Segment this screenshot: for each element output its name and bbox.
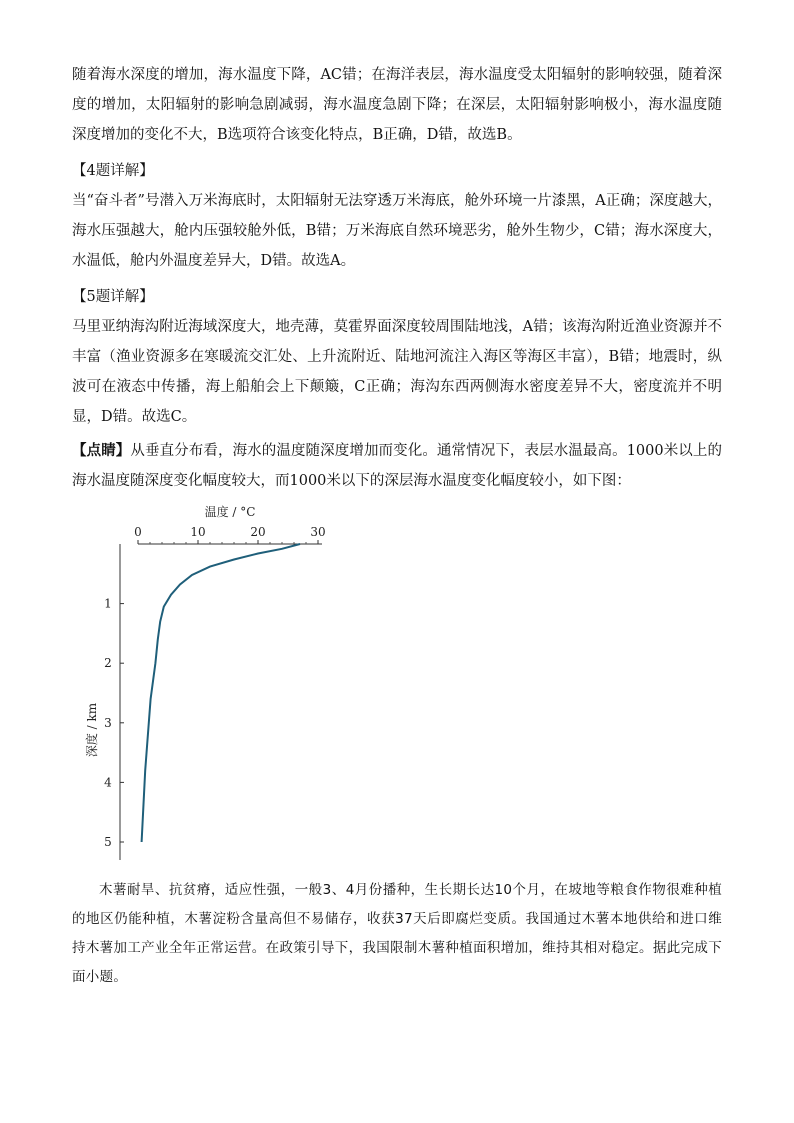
key-point-label: 【点睛】 (72, 442, 131, 459)
y-tick-label: 1 (104, 596, 112, 611)
temperature-depth-chart (80, 500, 340, 860)
answer-paragraph-4: 当“奋斗者”号潜入万米海底时，太阳辐射无法穿透万米海底，舱外环境一片漆黑，A正确；深度越大，海水压强越大，舱内压强较舱外低，B错；万米海底自然环境恶劣，舱外生物少，C错；海水深度大，水温低，舱内外温度差异大，D错。故选A。 (72, 193, 722, 269)
y-tick-label: 2 (104, 656, 112, 671)
answer-paragraph-3: 随着海水深度的增加，海水温度下降，AC错；在海洋表层，海水温度受太阳辐射的影响较强，随着深度的增加，太阳辐射的影响急剧减弱，海水温度急剧下降；在深层，太阳辐射影响极小，海水温度随深度增加的变化不大，B选项符合该变化特点，B正确，D错，故选B。 (72, 67, 722, 143)
x-tick-label: 10 (190, 525, 206, 539)
x-tick-label: 0 (134, 525, 142, 539)
y-axis-label: 深度 / km (85, 702, 99, 758)
temperature-curve (142, 544, 300, 842)
y-tick-label: 4 (104, 775, 112, 790)
key-point-paragraph (72, 436, 722, 496)
key-point-text: 从垂直分布看，海水的温度随深度增加而变化。通常情况下，表层水温最高。1000米以上的海水温度随深度变化幅度较大，而1000米以下的深层海水温度变化幅度较小，如下图： (72, 443, 722, 489)
y-tick-label: 5 (104, 835, 112, 849)
y-tick-label: 3 (104, 715, 112, 730)
x-axis-label: 温度 / °C (204, 505, 256, 519)
question-5-heading: 【5题详解】 (72, 289, 154, 305)
next-question-passage: 木薯耐旱、抗贫瘠，适应性强，一般3、4月份播种，生长期长达10个月，在坡地等粮食作物很难种植的地区仍能种植，木薯淀粉含量高但不易储存，收获37天后即腐烂变质。我国通过木薯本地供给和进口维持木薯加工产业全年正常运营。在政策引导下，我国限制木薯种植面积增加，维持其相对稳定。据此完成下面小题。 (72, 882, 722, 985)
answer-paragraph-5: 马里亚纳海沟附近海域深度大，地壳薄，莫霍界面深度较周围陆地浅，A错；该海沟附近渔业资源并不丰富（渔业资源多在寒暖流交汇处、上升流附近、陆地河流注入海区等海区丰富），B错；地震时，纵波可在液态中传播，海上船舶会上下颠簸，C正确；海沟东西两侧海水密度差异不大，密度流并不明显，D错。故选C。 (72, 319, 722, 425)
question-4-heading: 【4题详解】 (72, 163, 154, 179)
x-tick-label: 30 (310, 525, 326, 539)
x-tick-label: 20 (250, 525, 266, 539)
